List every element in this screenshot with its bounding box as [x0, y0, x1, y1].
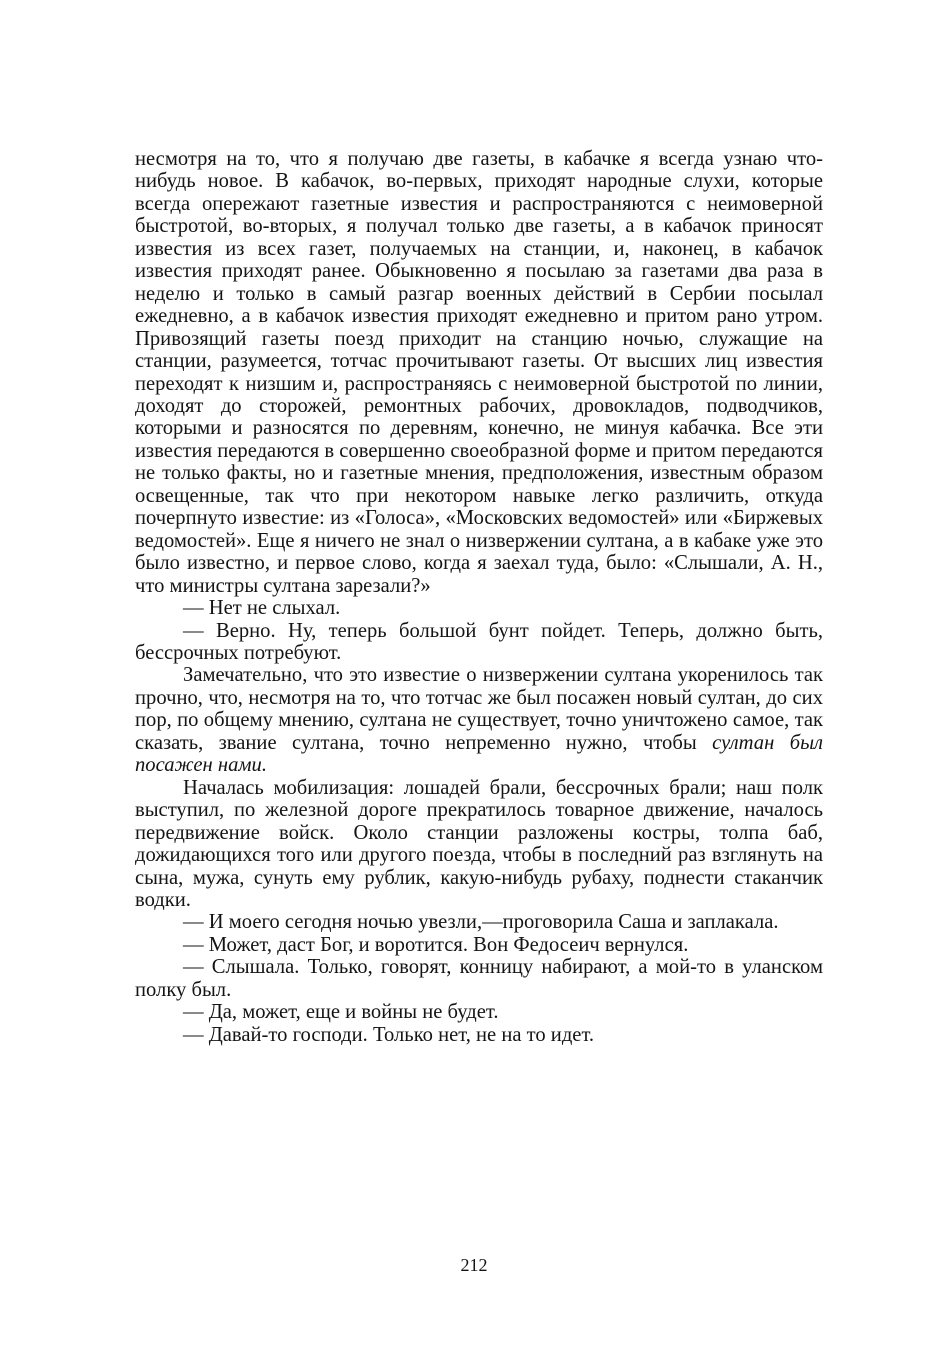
dialogue-line: — Нет не слыхал.	[183, 597, 341, 620]
paragraph	[135, 664, 823, 776]
paragraph: Началась мобилизация: лошадей брали, бессрочных брали; наш полк выступил, по железной дороге прекратилось товарное движение, началось передвижение войск. Около станции разложены костры, толпа баб, дожидающихся того или другого поезда, чтобы в последний раз взглянуть на сына, мужа, сунуть ему рублик, какую-нибудь рубаху, поднести стаканчик водки.	[135, 776, 823, 911]
italic-phrase: султан был посажен нами.	[135, 731, 824, 777]
paragraph-continuation: несмотря на то, что я получаю две газеты, в кабачке я всегда узнаю что-нибудь новое. В кабачок, во-первых, приходят народные слухи, которые всегда опережают газетные известия и распространяются с неимоверной быстротой, во-вторых, я получал только две газеты, а в кабачок приносят известия из всех газет, получаемых на станции, и, наконец, в кабачок известия приходят ранее. Обыкновенно я посылаю за газетами два раза в неделю и только в самый разгар военных действий в Сербии посылал ежедневно, а в кабачок известия приходят ежедневно и притом рано утром. Привозящий газеты поезд приходит на станцию ночью, служащие на станции, разумеется, тотчас прочитывают газеты. От высших лиц известия переходят к низшим и, распространяясь с неимоверной быстротой по линии, доходят до сторожей, ремонтных рабочих, дровокладов, подводчиков, которыми и разносятся по деревням, конечно, не минуя кабачка. Все эти известия передаются в совершенно своеобразной форме и притом передаются не только факты, но и газетные мнения, предположения, известным образом освещенные, так что при некотором навыке легко различить, откуда почерпнуто известие: из «Голоса», «Московских ведомостей» или «Биржевых ведомостей». Еще я ничего не знал о низвержении султана, а в кабаке уже это было известно, и первое слово, когда я заехал туда, было: «Слышали, А. Н., что министры султана зарезали?»	[135, 148, 823, 597]
dialogue-line: — Давай-то господи. Только нет, не на то идет.	[183, 1023, 595, 1046]
paragraph-text: Замечательно, что это известие о низвержении султана укоренилось так прочно, что, несмотря на то, что тотчас же был посажен новый султан, до сих пор, по общему мнению, султана не существует, точно уничтожено самое, так сказать, звание султана, точно непременно нужно, чтобы	[135, 664, 823, 754]
dialogue-line: — Слышала. Только, говорят, конницу набирают, а мой-то в уланском полку был.	[135, 956, 823, 1001]
dialogue-line: — Да, может, еще и войны не будет.	[183, 1001, 499, 1024]
dialogue-line: — Верно. Ну, теперь большой бунт пойдет. Теперь, должно быть, бессрочных потребуют.	[135, 619, 823, 664]
dialogue-line: — И моего сегодня ночью увезли,—проговорила Саша и заплакала.	[183, 911, 779, 934]
dialogue-line: — Может, даст Бог, и воротится. Вон Федосеич вернулся.	[183, 933, 689, 956]
page-number: 212	[460, 1255, 488, 1275]
page-text	[135, 148, 823, 1046]
